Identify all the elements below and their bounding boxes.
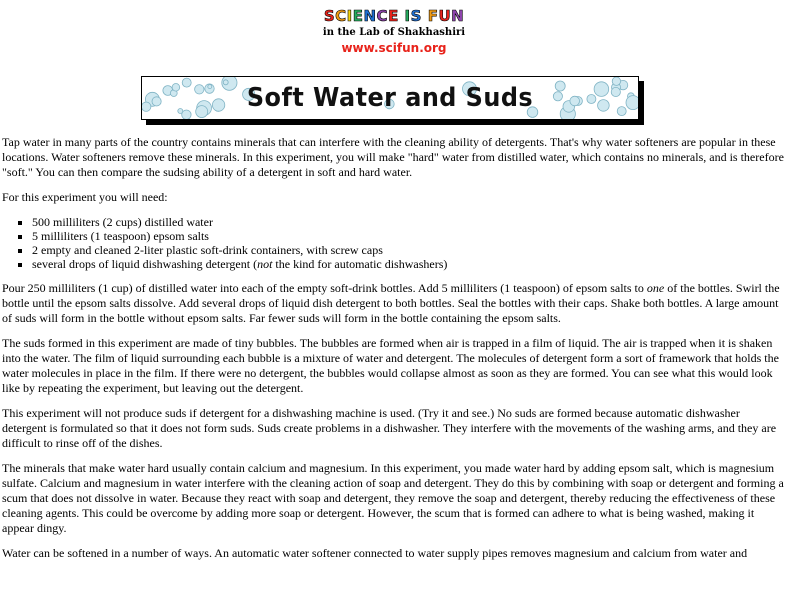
list-item bbox=[32, 257, 784, 271]
list-item-text: the kind for automatic dishwashers) bbox=[272, 257, 448, 271]
bubble-icon bbox=[152, 97, 161, 106]
materials-list bbox=[2, 215, 784, 271]
dishwasher-paragraph: This experiment will not produce suds if detergent for a dishwashing machine is used. (Try it and see.) No suds are formed because automatic dishwasher detergent is formulated so that it does not form suds. Suds create problems in a dishwasher. They interfere with the movements of the washing arms, and they are difficult to rinse off of the dishes. bbox=[2, 406, 777, 450]
logo-letter: C bbox=[376, 7, 389, 25]
list-item: ▪ 500 milliliters (2 cups) distilled water bbox=[32, 215, 784, 229]
list-item: ▪ 5 milliliters (1 teaspoon) epsom salts bbox=[32, 229, 784, 243]
logo-letter: F bbox=[427, 7, 439, 25]
logo-letter: E bbox=[352, 7, 364, 25]
emphasis-text: not bbox=[257, 257, 273, 271]
materials-heading: For this experiment you will need: bbox=[2, 190, 168, 204]
scifun-logo[interactable] bbox=[308, 6, 480, 62]
article-body bbox=[2, 135, 784, 571]
suds-paragraph: The suds formed in this experiment are made of tiny bubbles. The bubbles are formed when air is trapped in a film of liquid. The air is trapped when it is shaken into the water. The film of liquid surrounding each bubble is a mixture of water and detergent. The molecules of detergent form a sort of framework that holds the water molecules in place in the film. If there were no detergent, the bubbles would collapse almost as soon as they are formed. You can see what this would look like by repeating the experiment, but leaving out the detergent. bbox=[2, 336, 779, 395]
minerals-paragraph: The minerals that make water hard usually contain calcium and magnesium. In this experiment, you made water hard by adding epsom salt, which is magnesium sulfate. Calcium and magnesium in water interfere with the cleaning action of soap and detergent. They do this by combining with soap or detergent and forming a scum that does not dissolve in water. Because they react with soap and detergent, they remove the soap and detergent, thereby reducing the effectiveness of these cleaning agents. This could be overcome by adding more soap or detergent. However, the scum that is formed can adhere to what is being washed, making it appear dingy. bbox=[2, 461, 784, 535]
emphasis-text: one bbox=[646, 281, 665, 295]
bubble-icon bbox=[142, 102, 151, 111]
logo-letter: S bbox=[323, 7, 336, 25]
logo-subtitle: in the Lab of Shakhashiri bbox=[322, 27, 466, 38]
procedure-text: of the bottles. Swirl the bottle until the epsom salts dissolve. Add several drops of liquid dish detergent to both bottles. Seal the bottles with their caps. Shake both bottles. A large amount of suds will form in the bottle without epsom salts. Far fewer suds will form in the bottle containing the epsom salts. bbox=[2, 281, 780, 325]
softening-paragraph: Water can be softened in a number of ways. An automatic water softener connected to water supply pipes removes magnesium and calcium from water and bbox=[2, 546, 748, 560]
logo-url: www.scifun.org bbox=[341, 41, 447, 55]
logo-letter: C bbox=[335, 7, 347, 25]
logo-letter: E bbox=[388, 7, 399, 25]
procedure-paragraph bbox=[2, 281, 784, 326]
procedure-text: Pour 250 milliliters (1 cup) of distilled water into each of the empty soft-drink bottles. Add 5 milliliters (1 teaspoon) of epsom salts to bbox=[2, 281, 647, 295]
logo-letter: I bbox=[346, 7, 353, 25]
logo-letter: U bbox=[438, 7, 452, 25]
logo-letter: S bbox=[410, 7, 422, 25]
logo-letter: I bbox=[404, 7, 411, 25]
logo-letter: N bbox=[363, 7, 377, 25]
bubble-icon bbox=[626, 96, 638, 110]
intro-paragraph: Tap water in many parts of the country contains minerals that can interfere with the cleaning ability of detergents. That's why water softeners are popular in these locations. Water softeners remove these minerals. In this experiment, you will make "hard" water from distilled water, which contains no minerals, and is therefore "soft." You can then compare the sudsing ability of a detergent in soft and hard water. bbox=[2, 135, 784, 179]
bubble-icon bbox=[617, 107, 626, 116]
page-title: Soft Water and Suds bbox=[246, 83, 534, 113]
logo-title bbox=[308, 6, 480, 26]
title-banner bbox=[141, 76, 639, 120]
logo-letter: N bbox=[451, 7, 465, 25]
list-item-text: several drops of liquid dishwashing detergent ( bbox=[32, 257, 258, 271]
list-item: ▪ 2 empty and cleaned 2-liter plastic soft-drink containers, with screw caps bbox=[32, 243, 784, 257]
